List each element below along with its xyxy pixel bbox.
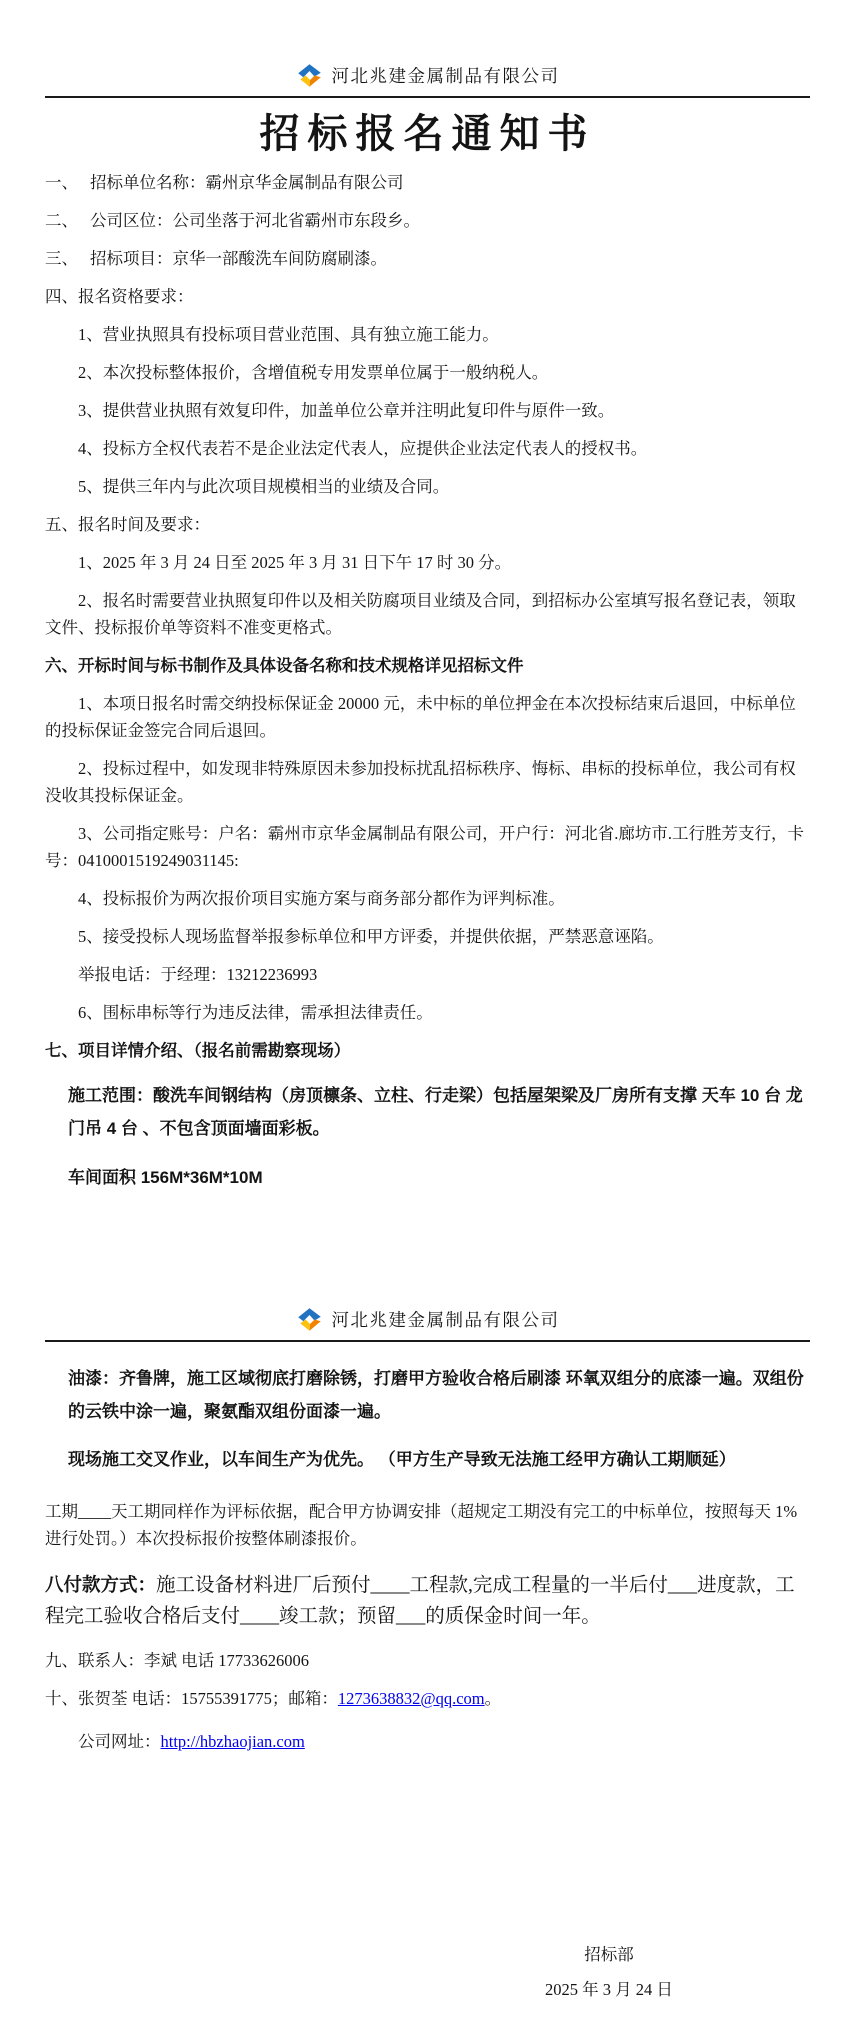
item-text: 公司区位：公司坐落于河北省霸州市东段乡。 (90, 211, 420, 230)
site-operation: 现场施工交叉作业，以车间生产为优先。 （甲方生产导致无法施工经甲方确认工期顺延） (68, 1450, 736, 1469)
sec6-item-3: 3、公司指定账号：户名：霸州市京华金属制品有限公司，开户行：河北省.廊坊市.工行胜芳支行，卡号：0410001519249031145: (45, 824, 804, 870)
sec4-item-1: 1、营业执照具有投标项目营业范围、具有独立施工能力。 (78, 325, 499, 344)
website-line (45, 1728, 810, 1755)
company-name: 河北兆建金属制品有限公司 (331, 66, 560, 86)
sec4-item-5: 5、提供三年内与此次项目规模相当的业绩及合同。 (78, 477, 450, 496)
payment-terms (45, 1569, 810, 1632)
item-number: 三、 (45, 249, 78, 268)
signature-date: 2025 年 3 月 24 日 (545, 1980, 673, 1999)
workshop-area: 车间面积 156M*36M*10M (68, 1168, 263, 1187)
sec5-item-1: 1、2025 年 3 月 24 日至 2025 年 3 月 31 日下午 17 时 30 分。 (78, 553, 512, 572)
sec7-heading: 七、项目详情介绍、（报名前需勘察现场） (45, 1041, 351, 1060)
contact-libin: 九、联系人：李斌 电话 17733626006 (45, 1651, 309, 1670)
company-logo-icon (296, 1306, 323, 1333)
website-label: 公司网址： (78, 1732, 161, 1751)
location-line (45, 207, 810, 234)
website-link[interactable]: http://hbzhaojian.com (160, 1732, 305, 1751)
sec5-heading: 五、报名时间及要求： (45, 515, 210, 534)
sec6-item-5: 5、接受投标人现场监督举报参标单位和甲方评委，并提供依据，严禁恶意诬陷。 (78, 927, 664, 946)
sec4-heading: 四、报名资格要求： (45, 287, 194, 306)
item-number: 二、 (45, 211, 78, 230)
sec6-item-1: 1、本项日报名时需交纳投标保证金 20000 元，未中标的单位押金在本次投标结束后退回，中标单位的投标保证金签完合同后退回。 (45, 694, 796, 740)
email-link[interactable]: 1273638832@qq.com (337, 1689, 485, 1708)
signature-dept: 招标部 (584, 1945, 634, 1964)
payment-label: 八付款方式： (45, 1574, 157, 1595)
report-phone-line: 举报电话：于经理：13212236993 (78, 965, 318, 984)
project-line (45, 245, 810, 272)
contact-text: 十、张贺荃 电话：15755391775；邮箱： (45, 1689, 338, 1708)
sec6-item-4: 4、投标报价为两次报价项目实施方案与商务部分都作为评判标准。 (78, 889, 565, 908)
payment-text: 施工设备材料进厂后预付____工程款,完成工程量的一半后付___进度款，工程完工验收合格后支付____竣工款；预留___的质保金时间一年。 (45, 1575, 795, 1627)
construction-scope: 施工范围：酸洗车间钢结构（房顶檩条、立柱、行走梁）包括屋架梁及厂房所有支撑 天车 10 台 龙门吊 4 台 、不包含顶面墙面彩板。 (68, 1086, 803, 1138)
sec6-item-6: 6、围标串标等行为违反法律，需承担法律责任。 (78, 1003, 433, 1022)
document-title: 招标报名通知书 (259, 111, 596, 156)
company-name: 河北兆建金属制品有限公司 (331, 1310, 560, 1330)
sec4-item-2: 2、本次投标整体报价，含增值税专用发票单位属于一般纳税人。 (78, 363, 549, 382)
sec6-heading: 六、开标时间与标书制作及具体设备名称和技术规格详见招标文件 (45, 656, 524, 675)
sec4-item-4: 4、投标方全权代表若不是企业法定代表人，应提供企业法定代表人的授权书。 (78, 439, 648, 458)
bid-unit-line (45, 169, 810, 196)
signature-block (545, 1937, 673, 2007)
page2-header (45, 1306, 810, 1342)
contact-suffix: 。 (484, 1689, 502, 1708)
company-logo-icon (296, 62, 323, 89)
item-number: 一、 (45, 173, 78, 192)
duration-line: 工期____天工期同样作为评标依据，配合甲方协调安排（超规定工期没有完工的中标单位，按照每天 1%进行处罚。）本次投标报价按整体刷漆报价。 (45, 1502, 798, 1548)
page1-header (45, 0, 810, 98)
contact-zhangheqian (45, 1685, 810, 1712)
item-text: 招标项目：京华一部酸洗车间防腐刷漆。 (90, 249, 387, 268)
sec6-item-2: 2、投标过程中，如发现非特殊原因未参加投标扰乱招标秩序、悔标、串标的投标单位，我公司有权没收其投标保证金。 (45, 759, 796, 805)
sec5-item-2: 2、报名时需要营业执照复印件以及相关防腐项目业绩及合同，到招标办公室填写报名登记表，领取文件、投标报价单等资料不准变更格式。 (45, 591, 796, 637)
paint-spec: 油漆：齐鲁牌，施工区域彻底打磨除锈，打磨甲方验收合格后刷漆 环氧双组分的底漆一遍。双组份的云铁中涂一遍，聚氨酯双组份面漆一遍。 (68, 1369, 804, 1421)
sec4-item-3: 3、提供营业执照有效复印件，加盖单位公章并注明此复印件与原件一致。 (78, 401, 615, 420)
item-text: 招标单位名称：霸州京华金属制品有限公司 (90, 173, 404, 192)
